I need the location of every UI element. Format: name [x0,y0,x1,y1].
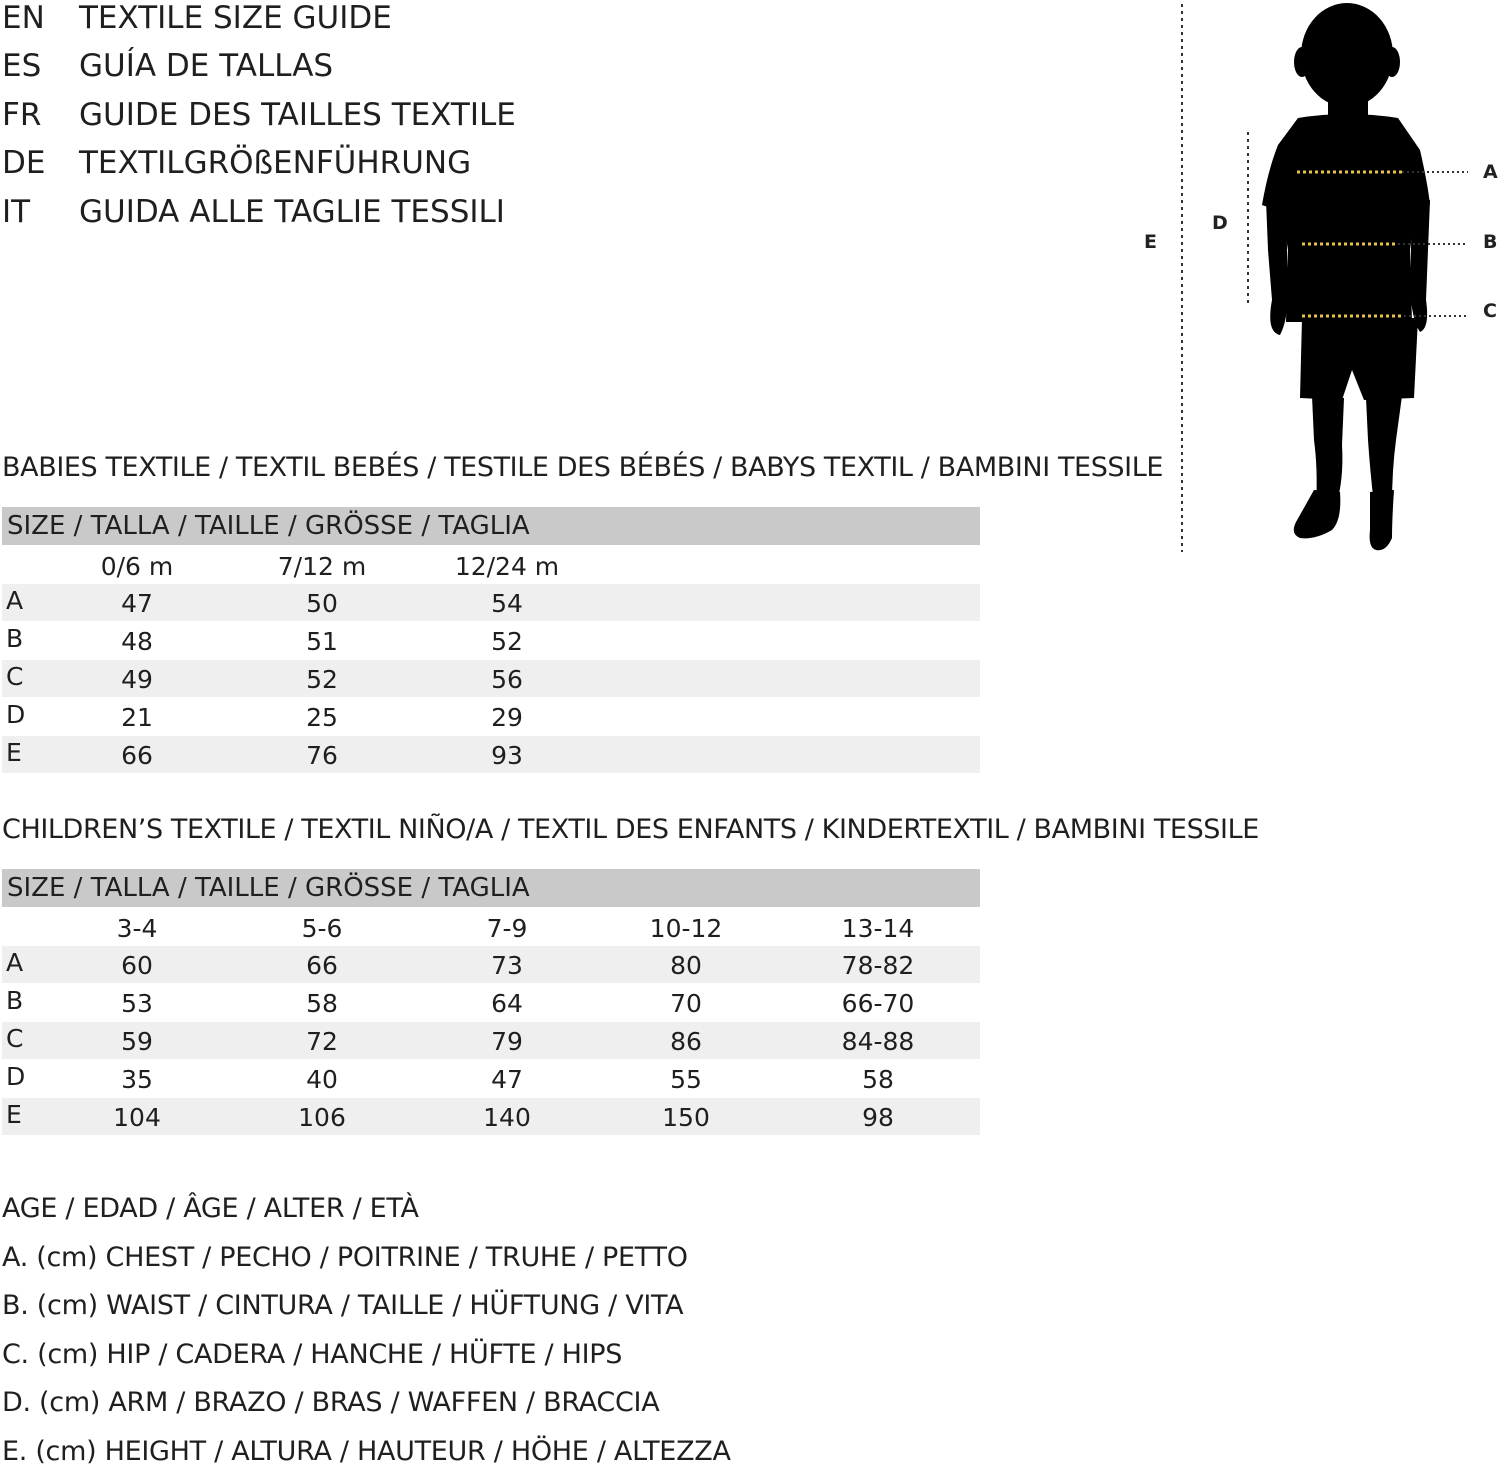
language-code: EN [2,0,45,36]
children-table [2,869,980,1135]
column-header: 10-12 [649,914,723,943]
guide-title: TEXTILGRÖßENFÜHRUNG [79,145,472,181]
column-header: 3-4 [116,914,158,943]
table-cell: 51 [306,627,338,656]
legend-waist: B. (cm) WAIST / CINTURA / TAILLE / HÜFTUNG / VITA [2,1290,684,1321]
legend-hip: C. (cm) HIP / CADERA / HANCHE / HÜFTE / HIPS [2,1339,623,1370]
language-code: DE [2,145,46,181]
size-header-label: SIZE / TALLA / TAILLE / GRÖSSE / TAGLIA [7,873,530,903]
language-code: FR [2,97,42,133]
table-cell: 55 [670,1065,702,1094]
table-row-b [2,984,980,1021]
children-heading: CHILDREN’S TEXTILE / TEXTIL NIÑO/A / TEXTIL DES ENFANTS / KINDERTEXTIL / BAMBINI TESSILE [2,814,1259,845]
column-header-row [2,909,980,946]
table-cell: 76 [306,741,338,770]
table-cell: 66-70 [841,989,915,1018]
table-cell: 52 [491,627,523,656]
size-header-bar [2,869,980,907]
table-cell: 47 [491,1065,523,1094]
table-row-e [2,1098,980,1135]
table-cell: 78-82 [841,951,915,980]
table-cell: 59 [121,1027,153,1056]
language-code: ES [2,48,42,84]
row-label: D [6,700,26,729]
table-cell: 52 [306,665,338,694]
column-header: 5-6 [301,914,343,943]
table-row-d [2,1060,980,1097]
label-b: B [1483,231,1498,253]
legend-arm: D. (cm) ARM / BRAZO / BRAS / WAFFEN / BRACCIA [2,1387,660,1418]
table-cell: 140 [483,1103,531,1132]
guide-title: GUIDE DES TAILLES TEXTILE [79,97,516,133]
table-cell: 58 [306,989,338,1018]
table-row-a [2,584,980,621]
table-row-d [2,698,980,735]
babies-heading: BABIES TEXTILE / TEXTIL BEBÉS / TESTILE DES BÉBÉS / BABYS TEXTIL / BAMBINI TESSILE [2,452,1164,483]
label-e: E [1144,231,1157,253]
legend-age: AGE / EDAD / ÂGE / ALTER / ETÀ [2,1193,419,1224]
row-label: D [6,1062,26,1091]
table-cell: 35 [121,1065,153,1094]
guide-title: GUÍA DE TALLAS [79,48,334,84]
table-cell: 93 [491,741,523,770]
row-label: C [6,1024,24,1053]
label-d: D [1212,212,1228,234]
legend-chest: A. (cm) CHEST / PECHO / POITRINE / TRUHE / PETTO [2,1242,688,1273]
table-cell: 50 [306,589,338,618]
table-cell: 29 [491,703,523,732]
column-header: 7-9 [486,914,528,943]
table-row-a [2,946,980,983]
column-header: 13-14 [841,914,915,943]
table-row-c [2,1022,980,1059]
row-label: B [6,624,24,653]
row-label: E [6,738,22,767]
table-cell: 21 [121,703,153,732]
table-row-c [2,660,980,697]
table-cell: 25 [306,703,338,732]
table-cell: 86 [670,1027,702,1056]
babies-table [2,507,980,773]
row-label: E [6,1100,22,1129]
table-cell: 66 [306,951,338,980]
table-cell: 79 [491,1027,523,1056]
table-cell: 72 [306,1027,338,1056]
row-label: C [6,662,24,691]
table-cell: 47 [121,589,153,618]
table-cell: 54 [491,589,523,618]
label-a: A [1483,161,1498,183]
table-cell: 40 [306,1065,338,1094]
table-cell: 58 [862,1065,894,1094]
table-cell: 56 [491,665,523,694]
table-cell: 98 [862,1103,894,1132]
column-header-row [2,547,980,584]
table-cell: 53 [121,989,153,1018]
table-cell: 104 [113,1103,161,1132]
table-row-e [2,736,980,773]
size-header-bar [2,507,980,545]
row-label: A [6,948,24,977]
guide-title: TEXTILE SIZE GUIDE [79,0,392,36]
table-row-b [2,622,980,659]
row-label: B [6,986,24,1015]
column-header: 7/12 m [277,552,367,581]
table-cell: 80 [670,951,702,980]
legend-height: E. (cm) HEIGHT / ALTURA / HAUTEUR / HÖHE / ALTEZZA [2,1436,731,1467]
table-cell: 73 [491,951,523,980]
table-cell: 106 [298,1103,346,1132]
table-cell: 70 [670,989,702,1018]
table-cell: 60 [121,951,153,980]
child-silhouette-icon [1130,0,1500,560]
measurement-figure [1130,0,1500,560]
table-cell: 48 [121,627,153,656]
column-header: 12/24 m [454,552,560,581]
column-header: 0/6 m [100,552,174,581]
guide-title: GUIDA ALLE TAGLIE TESSILI [79,194,505,230]
table-cell: 84-88 [841,1027,915,1056]
table-cell: 150 [662,1103,710,1132]
table-cell: 64 [491,989,523,1018]
language-code: IT [2,194,31,230]
table-cell: 49 [121,665,153,694]
table-cell: 66 [121,741,153,770]
silhouette [1262,3,1430,550]
size-header-label: SIZE / TALLA / TAILLE / GRÖSSE / TAGLIA [7,511,530,541]
label-c: C [1483,300,1497,322]
row-label: A [6,586,24,615]
